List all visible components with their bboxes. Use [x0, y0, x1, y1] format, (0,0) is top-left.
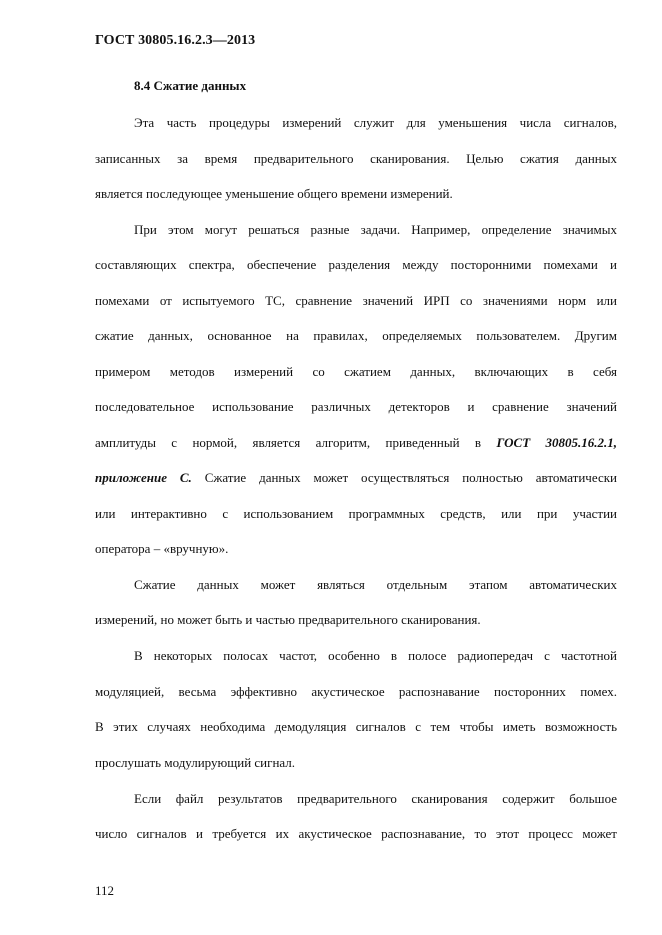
paragraph-2-line-7-text: амплитуды с нормой, является алгоритм, приведенный в — [95, 435, 482, 450]
paragraph-4-line-4: прослушать модулирующий сигнал. — [95, 755, 296, 770]
paragraph-2-line-6: последовательное использование различных детекторов и сравнение значений — [95, 399, 617, 414]
paragraph-1-line-2: записанных за время предварительного сканирования. Целью сжатия данных — [95, 151, 617, 166]
paragraph-2-line-7 — [95, 434, 617, 452]
paragraph-5-line-1: Если файл результатов предварительного сканирования содержит большое — [134, 791, 617, 806]
gost-reference: ГОСТ 30805.16.2.1, — [496, 435, 618, 450]
paragraph-1-line-1: Эта часть процедуры измерений служит для уменьшения числа сигналов, — [134, 115, 617, 130]
paragraph-3-line-1: Сжатие данных может являться отдельным этапом автоматических — [134, 577, 617, 592]
page-number: 112 — [95, 883, 115, 898]
paragraph-2-line-2: составляющих спектра, обеспечение разделения между посторонними помехами и — [95, 257, 617, 272]
paragraph-2-line-1: При этом могут решаться разные задачи. Например, определение значимых — [134, 222, 617, 237]
annex-reference: приложение С. — [95, 470, 192, 485]
paragraph-2-line-4: сжатие данных, основанное на правилах, определяемых пользователем. Другим — [95, 328, 617, 343]
paragraph-2-line-8 — [95, 469, 617, 487]
paragraph-2-line-8-text: Сжатие данных может осуществляться полностью автоматически — [204, 470, 617, 485]
paragraph-2-line-5: примером методов измерений со сжатием данных, включающих в себя — [95, 364, 617, 379]
paragraph-2-line-9: или интерактивно с использованием программных средств, или при участии — [95, 506, 617, 521]
paragraph-3-line-2: измерений, но может быть и частью предварительного сканирования. — [95, 612, 481, 627]
paragraph-2-line-3: помехами от испытуемого ТС, сравнение значений ИРП со значениями норм или — [95, 293, 617, 308]
document-header: ГОСТ 30805.16.2.3—2013 — [95, 33, 256, 48]
paragraph-4-line-3: В этих случаях необходима демодуляция сигналов с тем чтобы иметь возможность — [95, 719, 617, 734]
paragraph-1-line-3: является последующее уменьшение общего времени измерений. — [95, 186, 453, 201]
paragraph-2-line-10: оператора – «вручную». — [95, 541, 229, 556]
paragraph-5-line-2: число сигналов и требуется их акустическое распознавание, то этот процесс может — [95, 826, 617, 841]
section-heading: 8.4 Сжатие данных — [134, 78, 247, 93]
paragraph-4-line-2: модуляцией, весьма эффективно акустическое распознавание посторонних помех. — [95, 684, 617, 699]
paragraph-4-line-1: В некоторых полосах частот, особенно в полосе радиопередач с частотной — [134, 648, 617, 663]
